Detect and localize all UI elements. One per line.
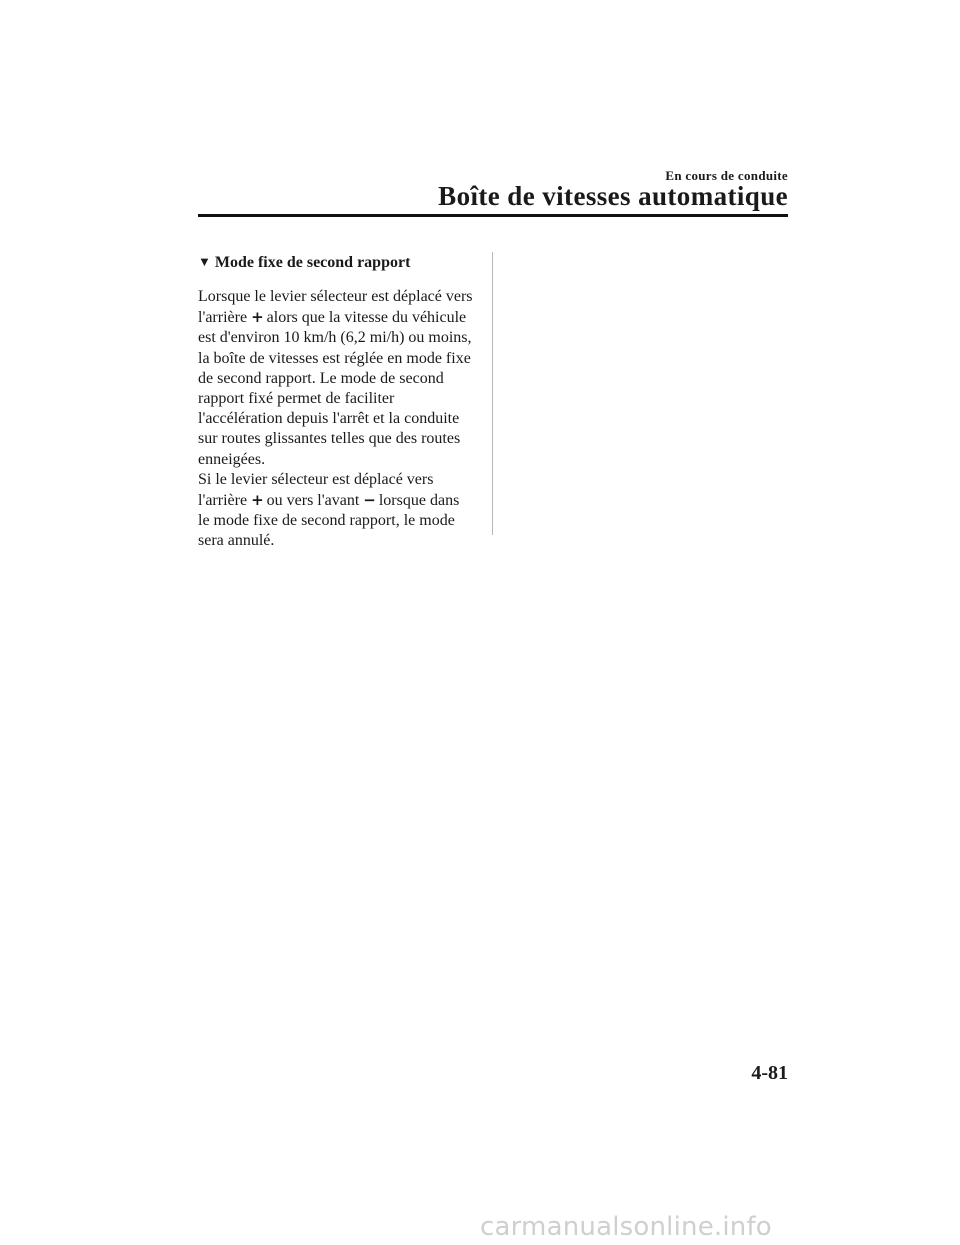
text-line: la boîte de vitesses est réglée en mode fixe — [198, 349, 471, 367]
text-fragment: lorsque dans — [378, 492, 460, 510]
page-number: 4-81 — [751, 1062, 788, 1084]
column-divider — [492, 252, 493, 535]
text-line: rapport fixé permet de faciliter — [198, 390, 395, 408]
text-line: sera annulé. — [198, 532, 275, 550]
text-line: l'accélération depuis l'arrêt et la conduite — [198, 410, 460, 428]
text-fragment: l'arrière — [198, 309, 248, 327]
paragraph-1 — [198, 287, 480, 470]
paragraph-2 — [198, 470, 480, 552]
text-fragment: ou vers l'avant — [266, 492, 360, 510]
plus-symbol-icon: + — [251, 491, 264, 510]
text-line: Lorsque le levier sélecteur est déplacé vers — [198, 288, 473, 305]
content-column-left — [198, 252, 480, 552]
text-fragment: l'arrière — [198, 492, 248, 510]
text-fragment: alors que la vitesse du véhicule — [266, 309, 467, 327]
page-title: Boîte de vitesses automatique — [438, 181, 788, 211]
watermark: carmanualsonline.info — [480, 1212, 772, 1242]
section-heading-text: Mode fixe de second rapport — [214, 254, 411, 271]
text-line: de second rapport. Le mode de second — [198, 369, 444, 387]
chapter-label: En cours de conduite — [665, 168, 788, 183]
header-rule — [198, 214, 788, 217]
text-line — [198, 307, 480, 328]
text-line: est d'environ 10 km/h (6,2 mi/h) ou moins, — [198, 329, 472, 347]
section-heading — [198, 252, 480, 274]
down-triangle-icon: ▼ — [198, 254, 211, 269]
text-line: enneigées. — [198, 450, 266, 468]
text-line — [198, 490, 480, 511]
plus-symbol-icon: + — [251, 308, 264, 327]
minus-symbol-icon: − — [363, 491, 376, 510]
text-line: sur routes glissantes telles que des routes — [198, 430, 461, 448]
text-line: Si le levier sélecteur est déplacé vers — [198, 470, 434, 488]
text-line: le mode fixe de second rapport, le mode — [198, 512, 455, 530]
